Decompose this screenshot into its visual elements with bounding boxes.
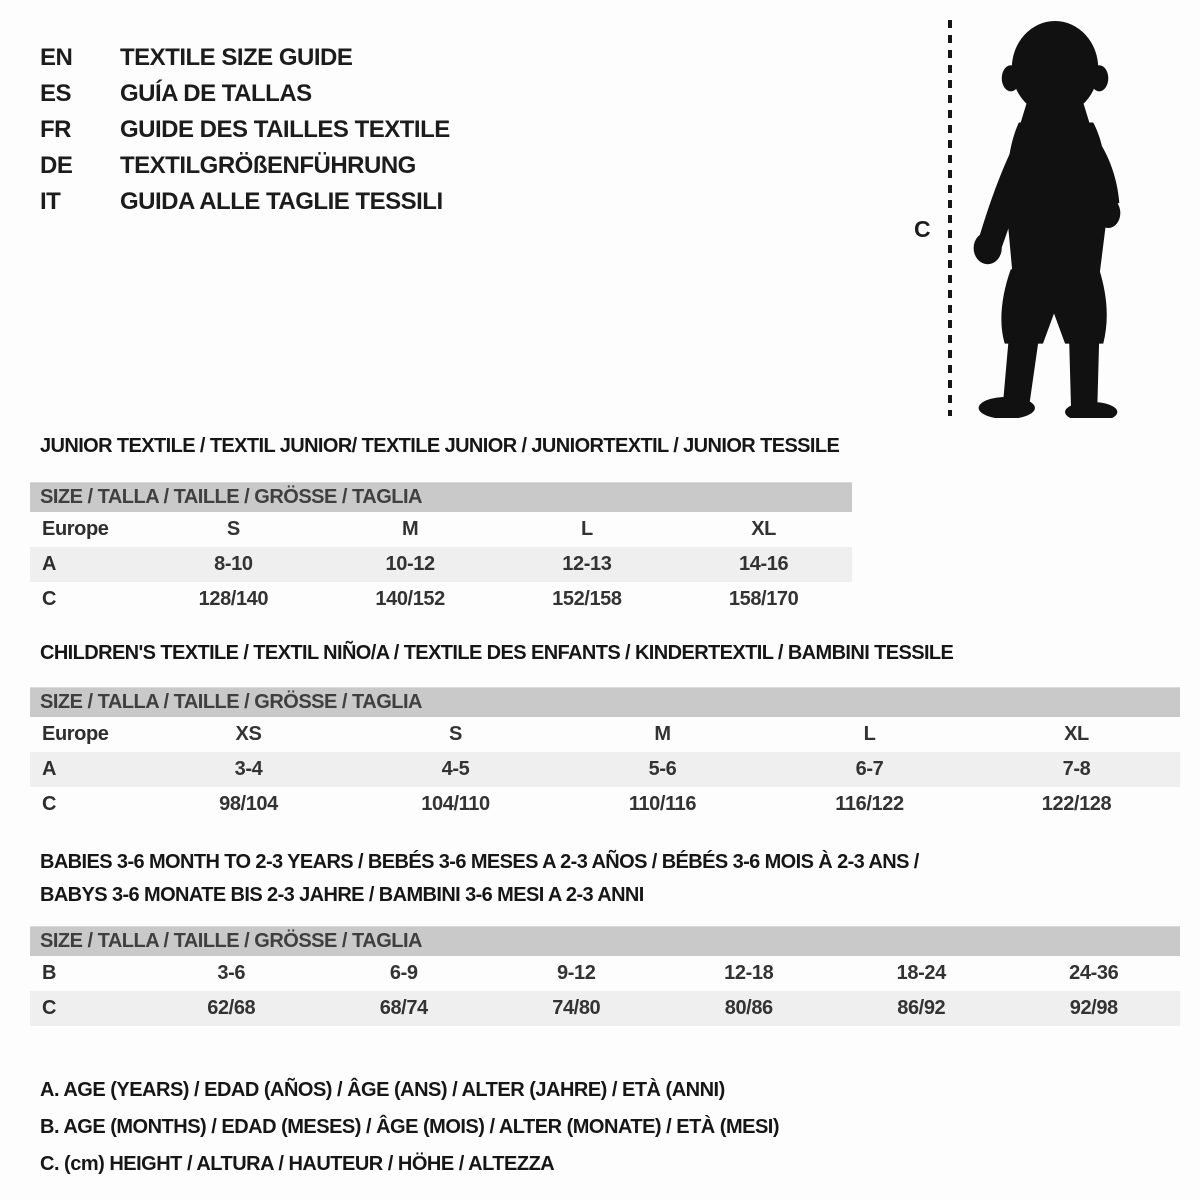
table-cell: 110/116 [628, 793, 697, 815]
table-cell: XL [751, 518, 776, 540]
babies-size-table-block [30, 926, 1180, 1026]
row-label: B [42, 962, 57, 984]
table-row [30, 547, 852, 582]
table-cell: 74/80 [552, 997, 601, 1019]
table-cell: 140/152 [375, 588, 445, 610]
footnote-age-months: B. AGE (MONTHS) / EDAD (MESES) / ÂGE (MOIS) / ALTER (MONATE) / ETÀ (MESI) [40, 1116, 780, 1138]
table-cell: S [449, 723, 462, 745]
table-cell: L [580, 518, 593, 540]
language-code: EN [40, 44, 73, 71]
junior-size-table [30, 512, 852, 617]
language-row-fr [40, 112, 450, 148]
row-label: C [42, 588, 57, 610]
babies-section-heading-line1: BABIES 3-6 MONTH TO 2-3 YEARS / BEBÉS 3-6 MESES A 2-3 AÑOS / BÉBÉS 3-6 MOIS À 2-3 ANS / [40, 851, 919, 873]
children-size-table-header: SIZE / TALLA / TAILLE / GRÖSSE / TAGLIA [30, 687, 1180, 717]
table-cell: 122/128 [1041, 793, 1112, 815]
table-cell: 9-12 [557, 962, 596, 984]
table-cell: 3-4 [234, 758, 263, 780]
table-cell: 4-5 [441, 758, 470, 780]
table-cell: 24-36 [1069, 962, 1119, 984]
table-row [30, 752, 1180, 787]
table-cell: 116/122 [835, 793, 904, 815]
language-code: IT [40, 188, 61, 215]
guide-title-it: GUIDA ALLE TAGLIE TESSILI [120, 188, 443, 215]
language-code: FR [40, 116, 71, 143]
table-row [30, 991, 1180, 1026]
footnote-height-cm: C. (cm) HEIGHT / ALTURA / HAUTEUR / HÖHE / ALTEZZA [40, 1153, 555, 1175]
table-cell: 18-24 [896, 962, 946, 984]
table-cell: 92/98 [1069, 997, 1118, 1019]
table-cell: 5-6 [648, 758, 677, 780]
language-code: ES [40, 80, 72, 107]
table-cell: 7-8 [1062, 758, 1091, 780]
table-cell: S [226, 518, 240, 540]
junior-section-heading: JUNIOR TEXTILE / TEXTIL JUNIOR/ TEXTILE JUNIOR / JUNIORTEXTIL / JUNIOR TESSILE [40, 435, 840, 457]
table-cell: 6-9 [389, 962, 418, 984]
table-cell: 152/158 [552, 588, 622, 610]
table-cell: L [863, 723, 876, 745]
footnote-age-years: A. AGE (YEARS) / EDAD (AÑOS) / ÂGE (ANS) / ALTER (JAHRE) / ETÀ (ANNI) [40, 1079, 725, 1101]
language-row-es [40, 76, 450, 112]
table-cell: 158/170 [728, 588, 799, 610]
row-label: A [42, 553, 57, 575]
row-label: Europe [42, 518, 109, 540]
babies-section-heading-line2: BABYS 3-6 MONATE BIS 2-3 JAHRE / BAMBINI 3-6 MESI A 2-3 ANNI [40, 884, 644, 906]
junior-size-table-header: SIZE / TALLA / TAILLE / GRÖSSE / TAGLIA [30, 482, 852, 512]
babies-size-table [30, 956, 1180, 1026]
table-cell: 12-18 [724, 962, 774, 984]
guide-title-es: GUÍA DE TALLAS [120, 80, 312, 107]
table-cell: M [654, 723, 671, 745]
baby-silhouette [966, 16, 1138, 418]
language-row-en [40, 40, 450, 76]
children-size-table [30, 717, 1180, 822]
table-cell: 98/104 [219, 793, 278, 815]
table-row [30, 717, 1180, 752]
table-cell: XL [1064, 723, 1089, 745]
language-row-it [40, 184, 450, 220]
table-row [30, 512, 852, 547]
table-cell: 10-12 [385, 553, 435, 575]
table-cell: 68/74 [379, 997, 428, 1019]
table-cell: 80/86 [724, 997, 773, 1019]
table-row [30, 582, 852, 617]
table-cell: XS [235, 723, 262, 745]
table-cell: 14-16 [739, 553, 789, 575]
babies-size-table-header: SIZE / TALLA / TAILLE / GRÖSSE / TAGLIA [30, 926, 1180, 956]
table-row [30, 956, 1180, 991]
guide-title-fr: GUIDE DES TAILLES TEXTILE [120, 116, 450, 143]
table-cell: 3-6 [217, 962, 246, 984]
language-title-list [40, 40, 450, 220]
table-cell: M [401, 518, 419, 540]
table-row [30, 787, 1180, 822]
table-cell: 86/92 [897, 997, 946, 1019]
height-measure-label: C [914, 216, 931, 242]
children-size-table-block [30, 687, 1180, 822]
row-label: A [42, 758, 57, 780]
language-row-de [40, 148, 450, 184]
guide-title-en: TEXTILE SIZE GUIDE [120, 44, 353, 71]
language-code: DE [40, 152, 73, 179]
table-cell: 6-7 [855, 758, 884, 780]
footnote-legend [40, 1072, 779, 1183]
height-measure-dashed-line [948, 20, 952, 416]
table-cell: 104/110 [421, 793, 490, 815]
junior-size-table-block [30, 482, 852, 617]
table-cell: 128/140 [198, 588, 269, 610]
guide-title-de: TEXTILGRÖßENFÜHRUNG [120, 152, 416, 179]
table-cell: 12-13 [562, 553, 612, 575]
table-cell: 62/68 [207, 997, 256, 1019]
row-label: C [42, 997, 57, 1019]
table-cell: 8-10 [214, 553, 253, 575]
row-label: Europe [42, 723, 109, 745]
children-section-heading: CHILDREN'S TEXTILE / TEXTIL NIÑO/A / TEXTILE DES ENFANTS / KINDERTEXTIL / BAMBINI TESSILE [40, 642, 954, 664]
row-label: C [42, 793, 57, 815]
